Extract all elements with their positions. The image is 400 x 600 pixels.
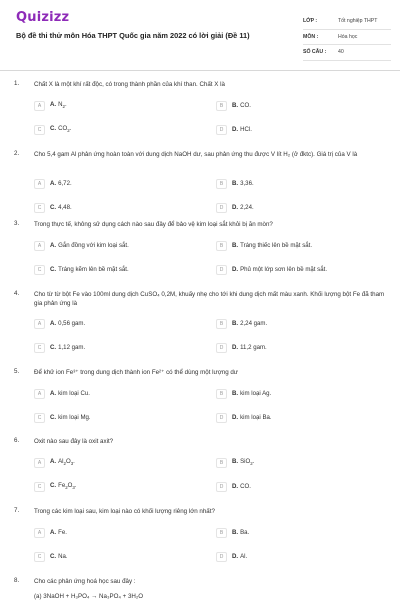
meta-row-class (303, 14, 391, 30)
question-text: Để khử ion Fe³⁺ trong dung dịch thành ion Fe²⁺ có thể dùng một lượng dư (34, 369, 238, 376)
option-text (50, 125, 71, 133)
quizizz-logo: Quizizz (16, 10, 70, 25)
answer-option-c[interactable] (34, 124, 71, 135)
option-body: CO. (240, 102, 251, 109)
answer-option-b[interactable] (216, 178, 254, 189)
question-text: Chất X là một khí rất độc, có trong thành phần của khí than. Chất X là (34, 81, 225, 88)
option-letter: A. (50, 242, 57, 249)
option-letter-box: C (34, 265, 45, 275)
answer-option-d[interactable] (216, 551, 247, 562)
option-letter-box: D (216, 482, 227, 492)
option-body: CO. (240, 483, 251, 490)
option-text (50, 390, 90, 397)
option-letter-box: C (34, 125, 45, 135)
question-number: 7. (14, 507, 20, 514)
option-text (50, 320, 85, 327)
option-letter-box: D (216, 265, 227, 275)
answer-option-c[interactable] (34, 481, 77, 492)
option-letter-box: B (216, 528, 227, 538)
option-text (232, 266, 327, 273)
option-letter-box: A (34, 179, 45, 189)
option-body: kim loại Cu. (58, 390, 90, 397)
option-text (50, 266, 129, 273)
meta-value: Tốt nghiệp THPT (338, 18, 378, 25)
answer-option-c[interactable] (34, 202, 72, 213)
question-number: 3. (14, 220, 20, 227)
option-letter-box: B (216, 458, 227, 468)
worksheet-meta (303, 14, 391, 61)
question-number: 4. (14, 290, 20, 297)
option-letter-box: B (216, 101, 227, 111)
option-text (50, 529, 67, 536)
option-text (50, 482, 77, 490)
option-body: Al. (240, 553, 248, 560)
option-letter: A. (50, 529, 57, 536)
option-body: HCl. (240, 126, 252, 133)
option-body: kim loại Ba. (240, 414, 272, 421)
answer-option-b[interactable] (216, 457, 254, 468)
option-body: $N_2$. (58, 101, 67, 110)
option-letter-box: C (34, 343, 45, 353)
question-text: Oxit nào sau đây là oxit axit? (34, 438, 114, 445)
option-letter-box: A (34, 241, 45, 251)
option-letter: D. (232, 126, 239, 133)
option-letter: B. (232, 390, 239, 397)
option-body: $Al_2O_3$. (58, 458, 75, 467)
option-text (232, 242, 312, 249)
worksheet-header (0, 0, 400, 62)
question-text: Trong thực tế, không sử dụng cách nào sau đây để bảo vệ kim loại sắt khỏi bị ăn mòn? (34, 221, 273, 228)
option-body: kim loại Mg. (58, 414, 91, 421)
option-text (50, 101, 67, 109)
option-letter: D. (232, 204, 239, 211)
question-number: 1. (14, 80, 20, 87)
option-text (50, 553, 68, 560)
option-text (50, 242, 129, 249)
answer-option-d[interactable] (216, 202, 254, 213)
answer-option-c[interactable] (34, 412, 91, 423)
option-letter: D. (232, 344, 239, 351)
question-text: Cho từ từ bột Fe vào 100ml dung dịch CuSO₄ 0,2M, khuấy nhẹ cho tới khi dung dịch mất màu xanh. Khối lượng bột Fe đã tham gia phản ứng là (34, 291, 385, 308)
answer-option-b[interactable] (216, 240, 312, 251)
option-text (232, 204, 254, 211)
option-body: 4,48. (58, 204, 72, 211)
option-letter: B. (232, 180, 239, 187)
answer-option-a[interactable] (34, 388, 90, 399)
question-text: Cho 5,4 gam Al phản ứng hoàn toàn với dung dịch NaOH dư, sau phản ứng thu được V lít H₂ (ở đktc). Giá trị của V là (34, 151, 358, 158)
question-number: 5. (14, 368, 20, 375)
answer-option-a[interactable] (34, 100, 67, 111)
option-text (232, 414, 272, 421)
worksheet-title: Bộ đề thi thử môn Hóa THPT Quốc gia năm 2022 có lời giải (Đề 11) (16, 31, 250, 40)
option-text (50, 180, 72, 187)
option-body: $CO_2$. (58, 125, 72, 134)
option-letter-box: B (216, 179, 227, 189)
option-body: Ba. (240, 529, 250, 536)
meta-label: SỐ CÂU : (303, 49, 327, 56)
option-text (232, 458, 254, 466)
option-body: 11,2 gam. (240, 344, 267, 351)
option-body: Phủ một lớp sơn lên bề mặt sắt. (240, 266, 328, 273)
option-body: Tráng thiếc lên bề mặt sắt. (240, 242, 313, 249)
option-letter-box: B (216, 319, 227, 329)
option-letter-box: C (34, 413, 45, 423)
question-text: Trong các kim loại sau, kim loại nào có khối lượng riêng lớn nhất? (34, 508, 215, 515)
option-text (232, 529, 249, 536)
option-letter: A. (50, 320, 57, 327)
answer-option-b[interactable] (216, 527, 249, 538)
option-text (232, 102, 251, 109)
question-number: 8. (14, 577, 20, 584)
header-divider (0, 70, 400, 71)
meta-row-subject (303, 30, 391, 46)
option-letter: D. (232, 414, 239, 421)
question-number: 2. (14, 150, 20, 157)
option-letter-box: D (216, 343, 227, 353)
option-letter: B. (232, 102, 239, 109)
answer-option-b[interactable] (216, 318, 267, 329)
answer-option-d[interactable] (216, 264, 327, 275)
answer-option-d[interactable] (216, 124, 252, 135)
option-letter: C. (50, 482, 57, 490)
option-letter: D. (232, 553, 239, 560)
option-letter-box: A (34, 458, 45, 468)
option-text (232, 344, 267, 351)
option-body: 2,24. (240, 204, 254, 211)
option-body: Gắn đồng với kim loại sắt. (58, 242, 129, 249)
option-letter: B. (232, 320, 239, 327)
answer-option-c[interactable] (34, 342, 85, 353)
option-letter: C. (50, 344, 57, 351)
meta-label: MÔN : (303, 33, 319, 40)
question-text: Cho các phản ứng hoá học sau đây : (34, 578, 136, 585)
option-letter-box: B (216, 241, 227, 251)
option-letter: D. (232, 266, 239, 273)
answer-option-c[interactable] (34, 264, 129, 275)
option-body: Tráng kẽm lên bề mặt sắt. (58, 266, 129, 273)
option-letter: B. (232, 458, 239, 466)
question-number: 6. (14, 437, 20, 444)
option-letter-box: A (34, 319, 45, 329)
option-letter: B. (232, 242, 239, 249)
answer-option-a[interactable] (34, 318, 85, 329)
option-body: 3,36. (240, 180, 254, 187)
option-body: $Fe_2O_3$. (58, 482, 77, 491)
option-letter-box: A (34, 528, 45, 538)
option-body: 1,12 gam. (58, 344, 86, 351)
meta-value: Hóa học (338, 33, 358, 40)
answer-option-a[interactable] (34, 527, 67, 538)
option-letter: D. (232, 483, 239, 490)
option-text (232, 390, 271, 397)
option-body: Na. (58, 553, 68, 560)
option-text (232, 180, 254, 187)
answer-option-a[interactable] (34, 240, 129, 251)
option-letter: A. (50, 458, 57, 466)
answer-option-b[interactable] (216, 100, 251, 111)
option-letter: C. (50, 553, 57, 560)
option-letter: A. (50, 390, 57, 397)
option-text (50, 414, 91, 421)
option-text (50, 458, 75, 466)
option-letter-box: C (34, 482, 45, 492)
answer-option-b[interactable] (216, 388, 271, 399)
answer-option-d[interactable] (216, 412, 272, 423)
answer-option-a[interactable] (34, 457, 75, 468)
option-letter-box: C (34, 203, 45, 213)
option-letter-box: A (34, 101, 45, 111)
option-letter: A. (50, 180, 57, 187)
answer-option-d[interactable] (216, 342, 267, 353)
meta-value: 40 (338, 49, 344, 56)
option-letter: C. (50, 266, 57, 273)
option-letter: B. (232, 529, 239, 536)
answer-option-a[interactable] (34, 178, 72, 189)
option-body: 6,72. (58, 180, 72, 187)
option-letter-box: D (216, 125, 227, 135)
option-letter: A. (50, 101, 57, 109)
option-letter-box: C (34, 552, 45, 562)
option-text (50, 344, 85, 351)
option-letter: C. (50, 125, 57, 133)
option-body: 0,56 gam. (58, 320, 86, 327)
option-body: Fe. (58, 529, 67, 536)
option-letter-box: B (216, 389, 227, 399)
option-letter-box: D (216, 203, 227, 213)
meta-row-count (303, 45, 391, 61)
option-letter: C. (50, 414, 57, 421)
option-body: 2,24 gam. (240, 320, 268, 327)
answer-option-d[interactable] (216, 481, 251, 492)
option-letter: C. (50, 204, 57, 211)
question-extra-line: (a) 3NaOH + H₃PO₄ → Na₃PO₄ + 3H₂O (34, 593, 144, 600)
option-body: SiO$_2$. (240, 458, 255, 467)
option-body: kim loại Ag. (240, 390, 272, 397)
option-letter-box: D (216, 413, 227, 423)
option-text (50, 204, 72, 211)
option-text (232, 126, 252, 133)
answer-option-c[interactable] (34, 551, 68, 562)
meta-label: LỚP : (303, 18, 318, 25)
option-text (232, 553, 247, 560)
option-letter-box: A (34, 389, 45, 399)
option-text (232, 320, 267, 327)
option-text (232, 483, 251, 490)
option-letter-box: D (216, 552, 227, 562)
